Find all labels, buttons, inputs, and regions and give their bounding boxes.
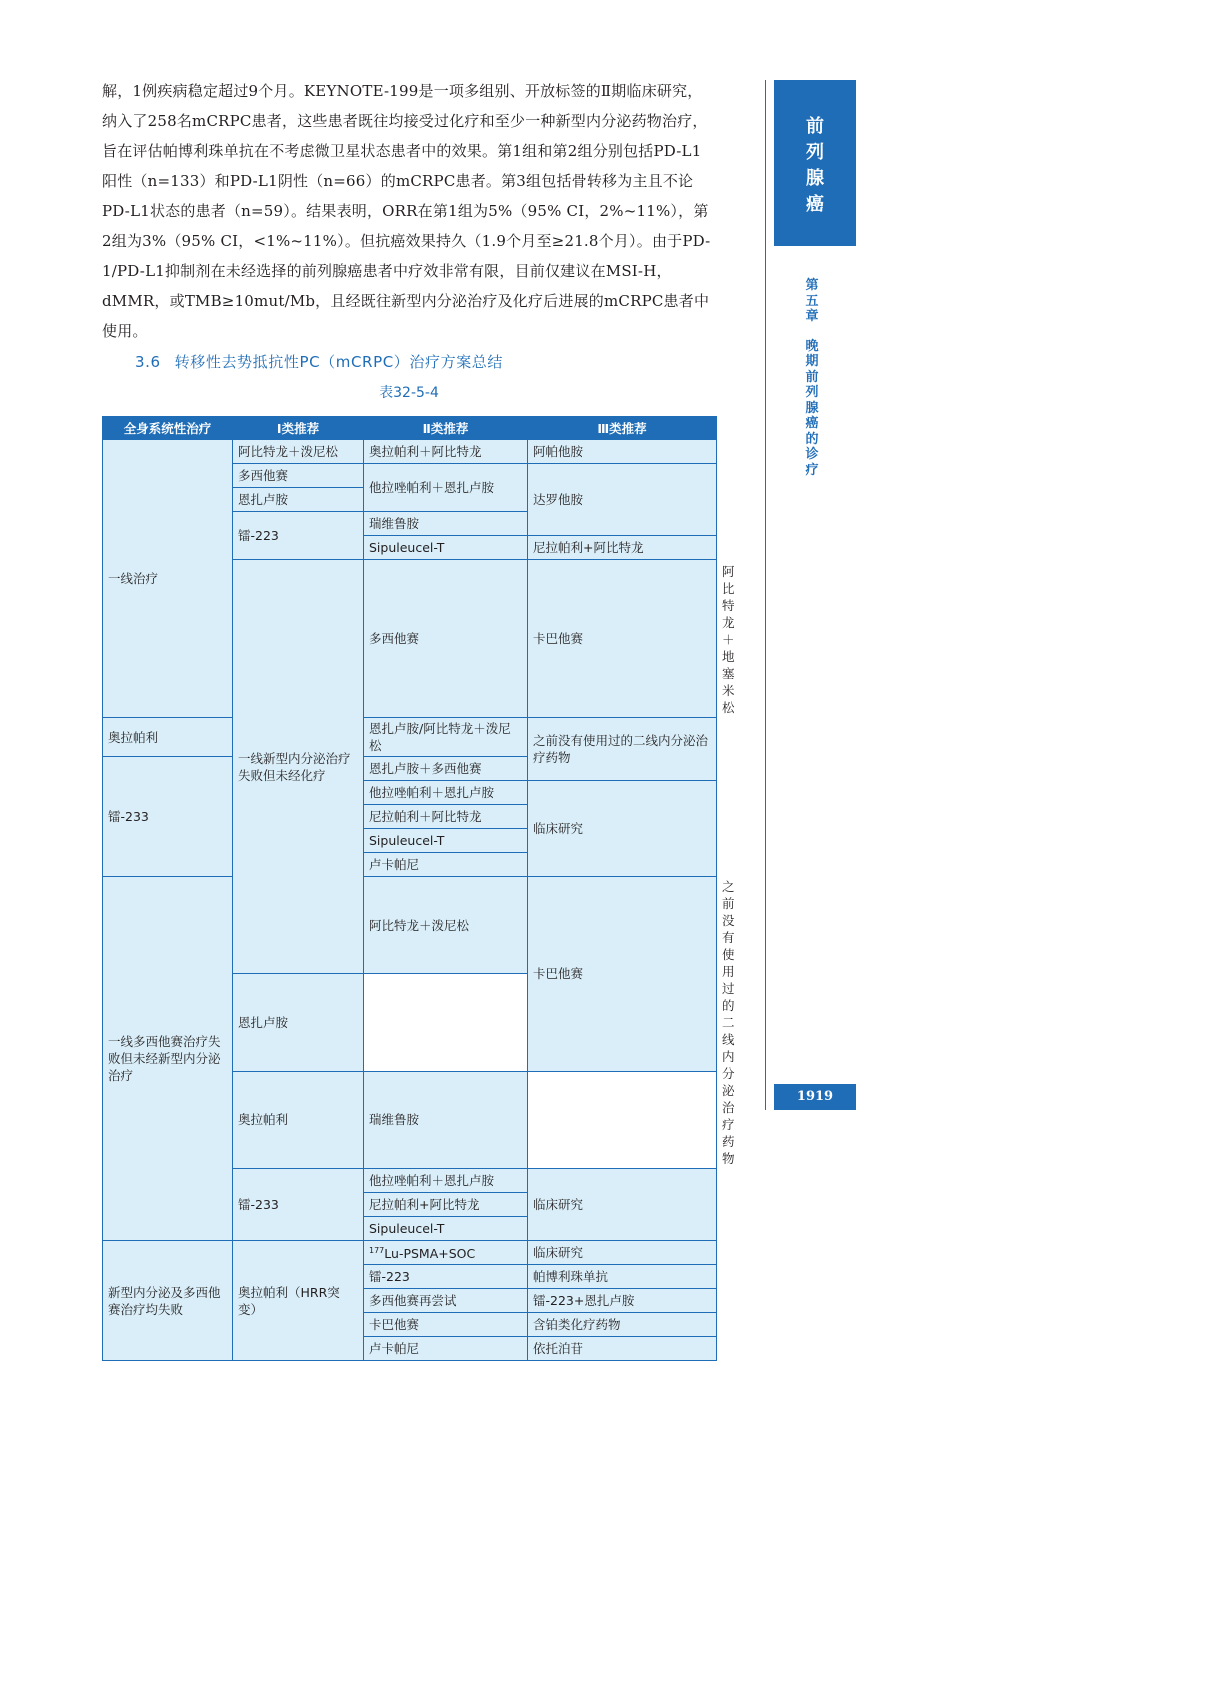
header-class-2: Ⅱ类推荐 xyxy=(364,417,528,440)
class2-cell: Sipuleucel-T xyxy=(364,536,528,560)
body-paragraph: 解，1例疾病稳定超过9个月。KEYNOTE-199是一项多组别、开放标签的Ⅱ期临床研究，纳入了258名mCRPC患者，这些患者既往均接受过化疗和至少一种新型内分泌药物治疗，旨在评估帕博利珠单抗在不考虑微卫星状态患者中的效果。第1组和第2组分别包括PD-L1阳性（n=133）和PD-L1阴性（n=66）的mCRPC患者。第3组包括骨转移为主且不论PD-L1状态的患者（n=59）。结果表明，ORR在第1组为5%（95% CI，2%~11%），第2组为3%（95% CI，<1%~11%）。但抗癌效果持久（1.9个月至≥21.8个月）。由于PD-1/PD-L1抑制剂在未经选择的前列腺癌患者中疗效非常有限，目前仅建议在MSI-H，dMMR，或TMB≥10mut/Mb，且经既往新型内分泌治疗及化疗后进展的mCRPC患者中使用。 xyxy=(102,82,711,340)
table-caption: 表32-5-4 xyxy=(379,385,439,401)
section-heading xyxy=(135,351,503,372)
class1-cell: 恩扎卢胺 xyxy=(233,488,364,512)
sidebar-band-title xyxy=(774,114,856,218)
class3-cell: 尼拉帕利+阿比特龙 xyxy=(528,536,717,560)
class1-cell: 奥拉帕利（HRR突变） xyxy=(233,1241,364,1361)
category-cell: 一线多西他赛治疗失败但未经新型内分泌治疗 xyxy=(103,877,233,1241)
class3-cell: 临床研究 xyxy=(528,1169,717,1241)
lu-psma-text: Lu-PSMA+SOC xyxy=(384,1246,476,1262)
class2-cell: 他拉唑帕利＋恩扎卢胺 xyxy=(364,464,528,512)
class1-cell: 阿比特龙＋泼尼松 xyxy=(364,877,528,974)
chapter-char: 五 xyxy=(805,293,819,309)
class2-cell: Sipuleucel-T xyxy=(364,1217,528,1241)
class3-cell: 临床研究 xyxy=(528,1241,717,1265)
chapter-char: 章 xyxy=(805,309,819,324)
section-title: 转移性去势抵抗性PC（mCRPC）治疗方案总结 xyxy=(174,353,504,371)
class3-cell: 含铂类化疗药物 xyxy=(528,1313,717,1337)
table-row: 一线多西他赛治疗失败但未经新型内分泌治疗 阿比特龙＋泼尼松 卡巴他赛 之前没有使用过的二线内分泌治疗药物 xyxy=(103,877,717,974)
chapter-title-char: 诊 xyxy=(805,447,819,462)
class1-cell: 奥拉帕利 xyxy=(233,1071,364,1168)
sidebar-section-band xyxy=(774,80,856,246)
table-row: 一线新型内分泌治疗失败但未经化疗 多西他赛 卡巴他赛 阿比特龙＋地塞米松 xyxy=(103,560,717,718)
category-cell: 新型内分泌及多西他赛治疗均失败 xyxy=(103,1241,233,1361)
class2-cell: 卡巴他赛 xyxy=(364,1313,528,1337)
band-char: 腺 xyxy=(806,168,824,189)
class1-cell: 多西他赛 xyxy=(233,464,364,488)
class3-cell: 达罗他胺 xyxy=(528,464,717,536)
sidebar-chapter-label xyxy=(800,278,824,478)
chapter-title-char: 的 xyxy=(805,431,819,447)
chapter-title-char: 疗 xyxy=(805,462,819,478)
page-number: 1919 xyxy=(774,1084,856,1110)
table-row xyxy=(103,718,717,757)
class1-cell: 镭-233 xyxy=(233,1169,364,1241)
treatment-recommendation-table xyxy=(102,416,735,1361)
class2-cell: 尼拉帕利＋阿比特龙 xyxy=(364,805,528,829)
chapter-title-char: 腺 xyxy=(805,400,819,416)
class2-cell: 尼拉帕利+阿比特龙 xyxy=(364,1193,528,1217)
class2-cell: 他拉唑帕利＋恩扎卢胺 xyxy=(364,1169,528,1193)
class2-cell: 瑞维鲁胺 xyxy=(364,512,528,536)
class2-cell: 恩扎卢胺＋多西他赛 xyxy=(364,757,528,781)
class2-cell: 瑞维鲁胺 xyxy=(364,1071,528,1168)
class3-cell: 帕博利珠单抗 xyxy=(528,1265,717,1289)
header-class-3: Ⅲ类推荐 xyxy=(528,417,717,440)
class1-cell: 镭-223 xyxy=(233,512,364,560)
class1-cell: 恩扎卢胺 xyxy=(233,974,364,1071)
class2-cell: 他拉唑帕利＋恩扎卢胺 xyxy=(364,781,528,805)
class1-cell: 镭-233 xyxy=(103,757,233,877)
chapter-title-char: 列 xyxy=(805,385,819,400)
isotope-superscript: 177 xyxy=(369,1246,385,1256)
header-class-1: Ⅰ类推荐 xyxy=(233,417,364,440)
class2-cell: 恩扎卢胺/阿比特龙＋泼尼松 xyxy=(364,718,528,757)
class2-cell: 奥拉帕利＋阿比特龙 xyxy=(364,440,528,464)
band-char: 癌 xyxy=(806,194,824,215)
category-cell: 一线新型内分泌治疗失败但未经化疗 xyxy=(233,560,364,974)
class2-cell: 卢卡帕尼 xyxy=(364,853,528,877)
chapter-title-char: 期 xyxy=(805,354,819,369)
class1-cell: 多西他赛 xyxy=(364,560,528,718)
class3-cell: 之前没有使用过的二线内分泌治疗药物 xyxy=(528,718,717,781)
chapter-char: 第 xyxy=(805,278,819,293)
table-row xyxy=(103,440,717,464)
sidebar-divider xyxy=(765,80,766,1110)
header-systemic-therapy: 全身系统性治疗 xyxy=(103,417,233,440)
class2-cell: Sipuleucel-T xyxy=(364,829,528,853)
table-header-row xyxy=(103,417,717,440)
band-char: 列 xyxy=(806,142,824,163)
class2-cell: 卡巴他赛 xyxy=(528,877,717,1072)
class3-cell: 镭-223+恩扎卢胺 xyxy=(528,1289,717,1313)
class2-cell: 多西他赛再尝试 xyxy=(364,1289,528,1313)
class2-cell: 卡巴他赛 xyxy=(528,560,717,718)
class3-cell: 依托泊苷 xyxy=(528,1337,717,1361)
class2-cell: 镭-223 xyxy=(364,1265,528,1289)
category-cell: 一线治疗 xyxy=(103,440,233,718)
class3-cell: 阿帕他胺 xyxy=(528,440,717,464)
class1-cell: 奥拉帕利 xyxy=(103,718,233,757)
band-char: 前 xyxy=(806,116,824,137)
chapter-title-char: 晚 xyxy=(805,338,819,354)
table-row xyxy=(103,1241,717,1265)
chapter-title-char: 前 xyxy=(805,369,819,385)
class3-cell: 临床研究 xyxy=(528,781,717,877)
chapter-title-char: 癌 xyxy=(805,416,819,431)
section-number: 3.6 xyxy=(135,353,161,371)
class2-cell xyxy=(364,1241,528,1265)
class1-cell: 阿比特龙＋泼尼松 xyxy=(233,440,364,464)
class2-cell: 卢卡帕尼 xyxy=(364,1337,528,1361)
